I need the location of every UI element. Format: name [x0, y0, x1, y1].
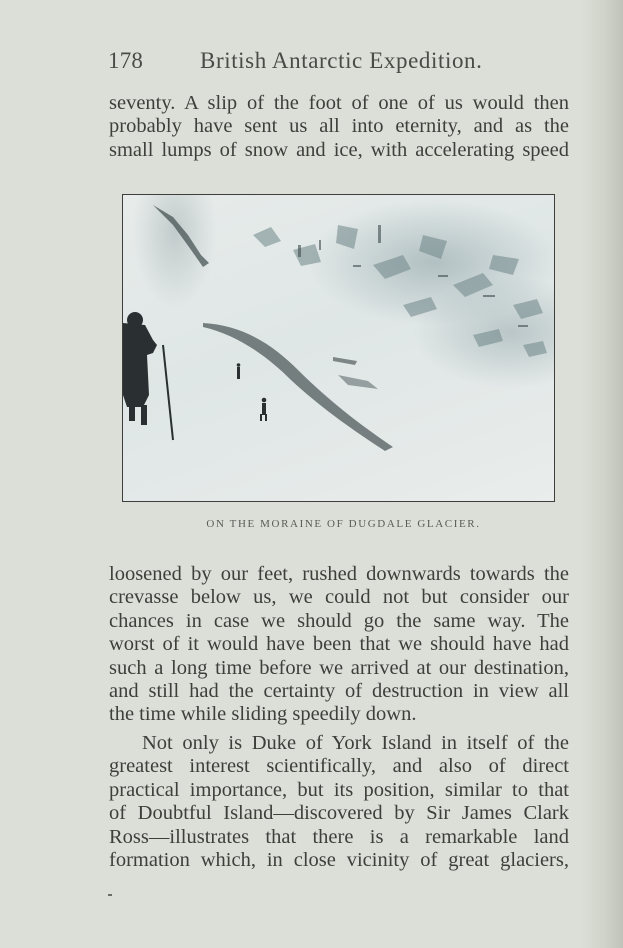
paragraph-after-figure — [109, 563, 569, 727]
paragraph-final — [109, 732, 569, 872]
text-line: chances in case we should go the same way. The — [109, 609, 569, 632]
text-line: worst of it would have been that we should have had — [109, 633, 569, 656]
paragraph-before-figure — [109, 92, 569, 162]
page-number: 178 — [108, 48, 144, 73]
page-header — [108, 48, 578, 78]
text-line: probably have sent us all into eternity, and as the — [109, 115, 569, 138]
photo-illustration — [123, 195, 554, 501]
text-line: loosened by our feet, rushed downwards towards the — [109, 563, 569, 585]
text-line: greatest interest scientifically, and also of direct — [109, 755, 569, 778]
text-line: Not only is Duke of York Island in itself of the — [142, 732, 569, 754]
figure-caption-text: ON THE MORAINE OF DUGDALE GLACIER. — [206, 518, 481, 530]
figure-caption — [0, 518, 623, 530]
text-line: crevasse below us, we could not but consider our — [109, 586, 569, 609]
text-line: and still had the certainty of destruction in view all — [109, 679, 569, 702]
text-line: small lumps of snow and ice, with accelerating speed — [109, 138, 569, 161]
text-line: the time while sliding speedily down. — [109, 703, 417, 726]
running-title: British Antarctic Expedition. — [200, 48, 483, 73]
text-line: seventy. A slip of the foot of one of us would then — [109, 92, 569, 114]
print-mark — [108, 894, 112, 896]
text-line: Ross—illustrates that there is a remarkable land — [109, 825, 569, 848]
glacier-photograph — [122, 194, 555, 502]
book-gutter-shadow — [581, 0, 623, 948]
text-line: such a long time before we arrived at our destination, — [109, 656, 569, 679]
text-line: of Doubtful Island—discovered by Sir James Clark — [109, 802, 569, 825]
text-line: practical importance, but its position, similar to that — [109, 778, 569, 801]
text-line: formation which, in close vicinity of great glaciers, — [109, 848, 569, 871]
